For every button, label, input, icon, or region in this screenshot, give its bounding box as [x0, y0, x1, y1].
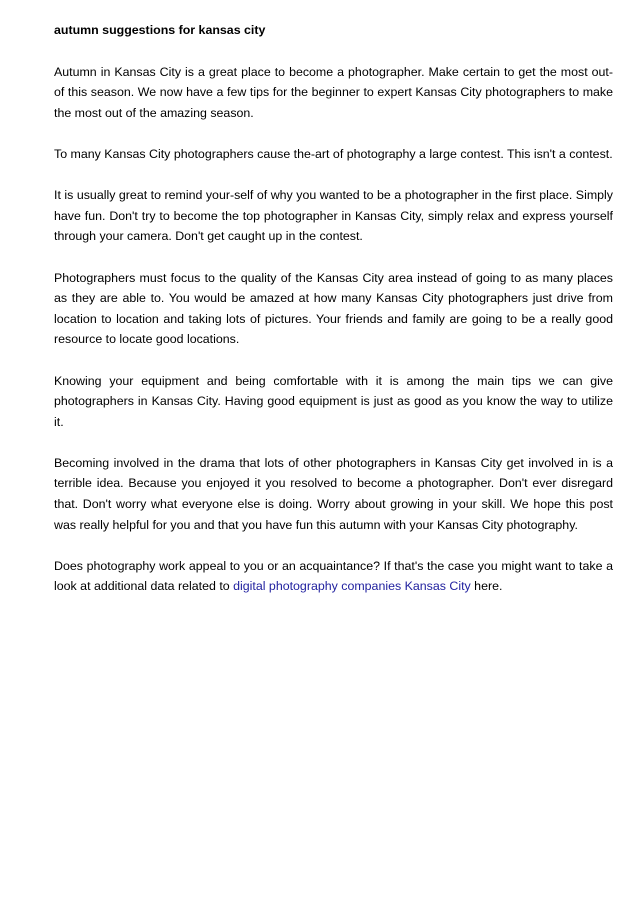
paragraph-closing — [54, 556, 613, 597]
paragraph-contest: To many Kansas City photographers cause the-art of photography a large contest. This isn't a contest. — [54, 146, 613, 161]
document-page — [54, 20, 613, 618]
paragraph-intro: Autumn in Kansas City is a great place to become a photographer. Make certain to get the most out-of this season. We now have a few tips for the beginner to expert Kansas City photographers to make the most out of the amazing season. — [54, 64, 613, 120]
paragraph-have-fun: It is usually great to remind your-self of why you wanted to be a photographer in the first place. Simply have fun. Don't try to become the top photographer in Kansas City, simply relax and express yourself through your camera. Don't get caught up in the contest. — [54, 188, 613, 244]
paragraph-drama: Becoming involved in the drama that lots of other photographers in Kansas City get involved in is a terrible idea. Because you enjoyed it you resolved to become a photographer. Don't ever disregard that. Don't worry what everyone else is doing. Worry about growing in your skill. We hope this post was really helpful for you and that you have fun this autumn with your Kansas City photography. — [54, 455, 613, 532]
document-title: autumn suggestions for kansas city — [54, 23, 266, 37]
paragraph-equipment: Knowing your equipment and being comfortable with it is among the main tips we can give photographers in Kansas City. Having good equipment is just as good as you know the way to utilize it. — [54, 373, 613, 429]
closing-text-before-link: Does photography work appeal to you or an acquaintance? If that's the case you might want to take a look at additional data related to — [54, 558, 613, 594]
closing-text-after-link: here. — [470, 579, 503, 594]
photography-companies-link[interactable]: digital photography companies Kansas City — [233, 579, 471, 594]
paragraph-quality: Photographers must focus to the quality of the Kansas City area instead of going to as many places as they are able to. You would be amazed at how many Kansas City photographers just drive from location to location and taking lots of pictures. Your friends and family are going to be a really good resource to locate good locations. — [54, 270, 613, 347]
